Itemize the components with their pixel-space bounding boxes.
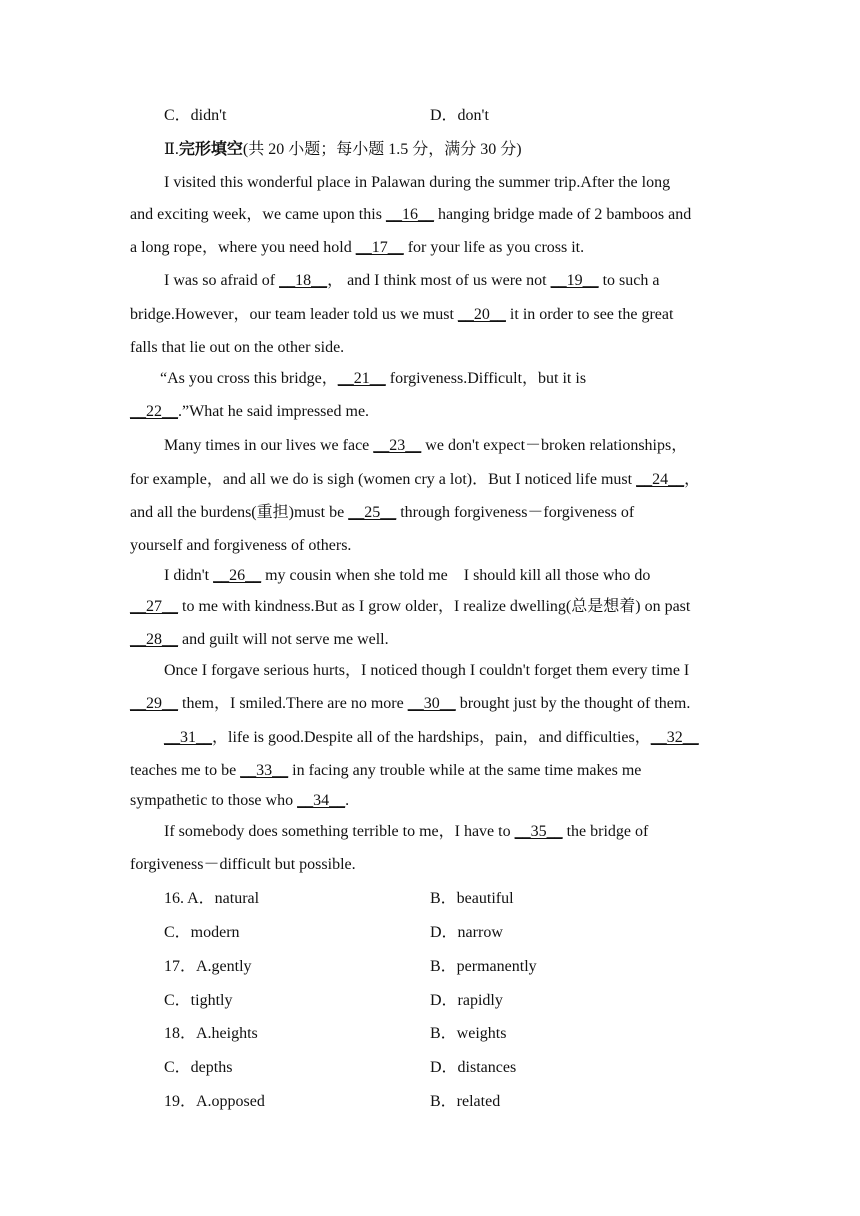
passage-line xyxy=(164,728,699,748)
passage-line xyxy=(160,369,586,389)
passage-line xyxy=(130,238,584,258)
question-option: D．narrow xyxy=(430,924,503,941)
section-heading xyxy=(164,140,522,160)
question-option: B．permanently xyxy=(430,958,537,975)
blank-25: __25__ xyxy=(348,504,397,521)
text-run: the bridge of xyxy=(562,823,649,840)
question-option: 19．A.opposed xyxy=(164,1093,265,1110)
blank-29: __29__ xyxy=(130,695,178,712)
text-run: ，life is good.Despite all of the hardships，pain，and difficulties， xyxy=(212,729,651,746)
blank-18: __18__ xyxy=(279,272,328,289)
passage-line: forgiveness－difficult but possible. xyxy=(130,856,356,873)
passage-line xyxy=(164,436,687,456)
passage-line xyxy=(130,761,641,781)
blank-26: __26__ xyxy=(213,567,262,584)
blank-22: __22__ xyxy=(130,403,178,420)
blank-23: __23__ xyxy=(373,437,422,454)
text-run: If somebody does something terrible to me，I have to xyxy=(164,823,515,840)
blank-30: __30__ xyxy=(407,695,456,712)
text-run: I was so afraid of xyxy=(164,272,280,289)
question-option: B．related xyxy=(430,1093,501,1110)
passage-line: I visited this wonderful place in Palawan during the summer trip.After the long xyxy=(164,174,671,191)
passage-line xyxy=(164,566,650,586)
blank-19: __19__ xyxy=(550,272,599,289)
passage-line xyxy=(164,271,659,291)
passage-line xyxy=(130,402,369,422)
passage-line xyxy=(130,630,389,650)
passage-line: falls that lie out on the other side. xyxy=(130,339,345,356)
blank-16: __16__ xyxy=(385,206,434,223)
blank-17: __17__ xyxy=(355,239,404,256)
question-option: C．tightly xyxy=(164,992,233,1009)
text-run: and exciting week，we came upon this xyxy=(130,206,386,223)
question-option: 18．A.heights xyxy=(164,1025,258,1042)
section-title: 完形填空 xyxy=(178,141,243,158)
text-run: ， and I think most of us were not xyxy=(327,272,551,289)
text-run: to me with kindness.But as I grow older，I realize dwelling(总是想着) on past xyxy=(178,598,691,615)
text-run: forgiveness.Difficult，but it is xyxy=(385,370,587,387)
question-option: B．weights xyxy=(430,1025,507,1042)
blank-35: __35__ xyxy=(514,823,563,840)
text-run: hanging bridge made of 2 bamboos and xyxy=(433,206,692,223)
question-option: 17．A.gently xyxy=(164,958,252,975)
passage-line xyxy=(164,822,648,842)
blank-32: __32__ xyxy=(650,729,699,746)
text-run: teaches me to be xyxy=(130,762,241,779)
question-option: D．rapidly xyxy=(430,992,503,1009)
text-run: through forgiveness－forgiveness of xyxy=(396,504,635,521)
passage-line xyxy=(130,503,634,523)
option-d-prev: D．don't xyxy=(430,107,489,124)
text-run: them，I smiled.There are no more xyxy=(178,695,408,712)
question-option: C．modern xyxy=(164,924,240,941)
question-option: 16. A．natural xyxy=(164,890,260,907)
text-run: and all the burdens(重担)must be xyxy=(130,504,349,521)
text-run: for example，and all we do is sigh (women cry a lot)．But I noticed life must xyxy=(130,471,637,488)
text-run: we don't expect－broken relationships， xyxy=(421,437,688,454)
text-run: a long rope，where you need hold xyxy=(130,239,356,256)
blank-21: __21__ xyxy=(337,370,386,387)
text-run: sympathetic to those who xyxy=(130,792,298,809)
text-run: I didn't xyxy=(164,567,214,584)
text-run: for your life as you cross it. xyxy=(403,239,585,256)
section-note: (共 20 小题；每小题 1.5 分，满分 30 分) xyxy=(242,141,522,158)
section-number: Ⅱ. xyxy=(164,141,179,158)
passage-line xyxy=(130,470,700,490)
text-run: it in order to see the great xyxy=(505,306,674,323)
text-run: my cousin when she told me I should kill all those who do xyxy=(261,567,651,584)
option-c-prev: C．didn't xyxy=(164,107,227,124)
question-option: C．depths xyxy=(164,1059,233,1076)
passage-line: yourself and forgiveness of others. xyxy=(130,537,352,554)
text-run: bridge.However，our team leader told us we must xyxy=(130,306,458,323)
passage-line xyxy=(130,791,349,811)
text-run: .”What he said impressed me. xyxy=(178,403,370,420)
text-run: to such a xyxy=(598,272,660,289)
passage-line: Once I forgave serious hurts，I noticed though I couldn't forget them every time I xyxy=(164,662,690,679)
text-run: and guilt will not serve me well. xyxy=(178,631,389,648)
text-run: brought just by the thought of them. xyxy=(455,695,691,712)
text-run: . xyxy=(345,792,350,809)
blank-20: __20__ xyxy=(457,306,506,323)
question-option: B．beautiful xyxy=(430,890,514,907)
passage-line xyxy=(130,597,690,617)
text-run: ， xyxy=(684,471,701,488)
blank-28: __28__ xyxy=(130,631,178,648)
blank-34: __34__ xyxy=(297,792,346,809)
blank-27: __27__ xyxy=(130,598,178,615)
text-run: Many times in our lives we face xyxy=(164,437,374,454)
blank-24: __24__ xyxy=(636,471,685,488)
passage-line xyxy=(130,305,673,325)
passage-line xyxy=(130,694,690,714)
text-run: “As you cross this bridge， xyxy=(160,370,338,387)
passage-line xyxy=(130,205,691,225)
blank-33: __33__ xyxy=(240,762,289,779)
text-run: in facing any trouble while at the same time makes me xyxy=(288,762,642,779)
blank-31: __31__ xyxy=(164,729,212,746)
question-option: D．distances xyxy=(430,1059,517,1076)
